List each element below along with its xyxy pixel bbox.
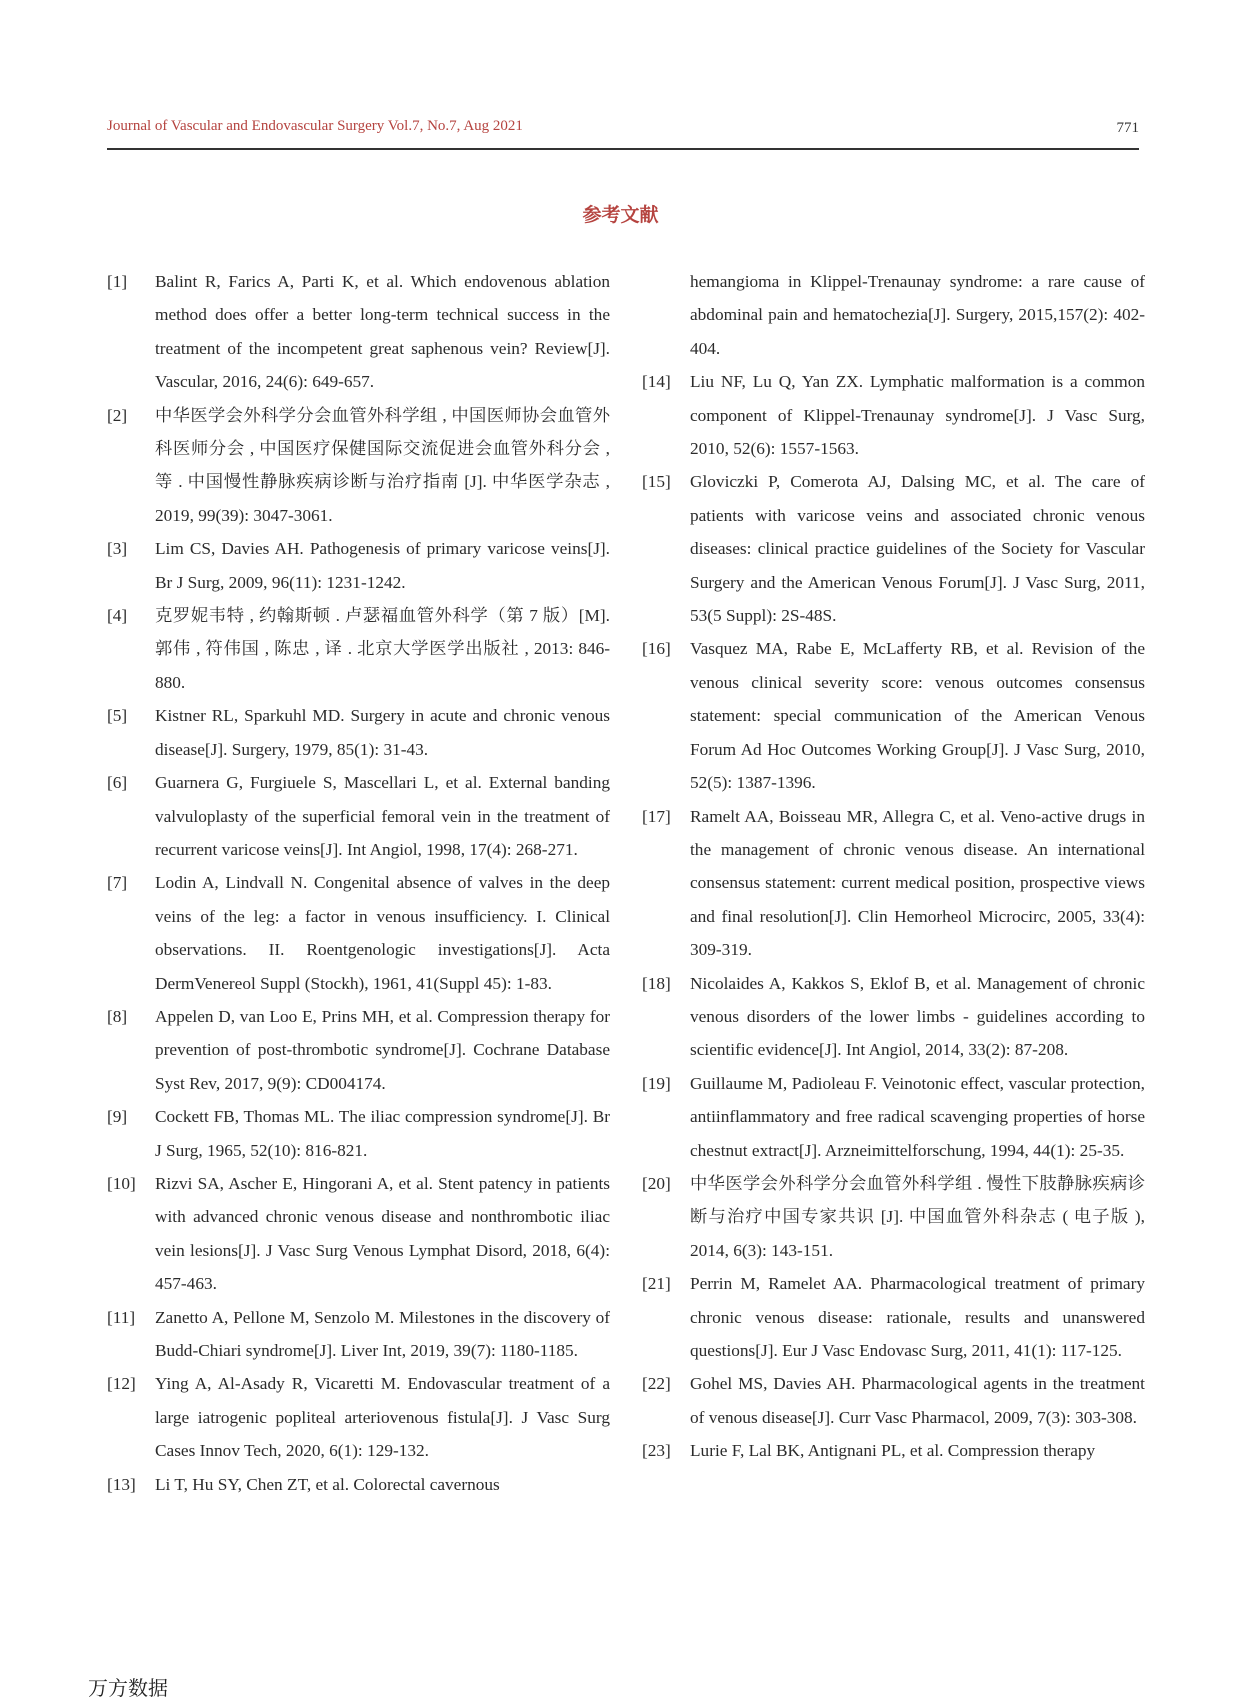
reference-number: [9]	[107, 1107, 128, 1127]
reference-item	[107, 265, 610, 399]
reference-item	[642, 1167, 1145, 1267]
reference-text: Gloviczki P, Comerota AJ, Dalsing MC, et al. The care of patients with varicose veins and associated chronic venous diseases: clinical practice guidelines of the Society for Vascular Surgery and the American Venous Forum[J]. J Vasc Surg, 2011, 53(5 Suppl): 2S-48S.	[690, 472, 1145, 626]
reference-item	[642, 1434, 1145, 1467]
reference-item	[107, 1167, 610, 1301]
reference-text: Guillaume M, Padioleau F. Veinotonic effect, vascular protection, antiinflammatory and free radical scavenging properties of horse chestnut extract[J]. Arzneimittelforschung, 1994, 44(1): 25-35.	[690, 1073, 1145, 1160]
reference-number: [1]	[107, 272, 128, 291]
reference-number: [15]	[642, 472, 671, 492]
reference-item	[642, 1367, 1145, 1434]
reference-text: 中华医学会外科学分会血管外科学组 . 慢性下肢静脉疾病诊断与治疗中国专家共识 [J]. 中国血管外科杂志 ( 电子版 ), 2014, 6(3): 143-151.	[690, 1173, 1145, 1260]
reference-item	[642, 1067, 1145, 1167]
reference-number: [14]	[642, 372, 671, 392]
reference-text: Liu NF, Lu Q, Yan ZX. Lymphatic malformation is a common component of Klippel-Trenaunay syndrome[J]. J Vasc Surg, 2010, 52(6): 1557-1563.	[690, 372, 1145, 459]
reference-text: Kistner RL, Sparkuhl MD. Surgery in acute and chronic venous disease[J]. Surgery, 1979, 85(1): 31-43.	[155, 706, 610, 759]
reference-number: [10]	[107, 1173, 136, 1193]
reference-item	[107, 599, 610, 699]
reference-item	[642, 465, 1145, 632]
reference-number: [21]	[642, 1274, 671, 1294]
reference-item	[107, 1000, 610, 1100]
reference-number: [2]	[107, 405, 128, 425]
reference-item	[107, 866, 610, 1000]
reference-item	[107, 532, 610, 599]
reference-text: Gohel MS, Davies AH. Pharmacological agents in the treatment of venous disease[J]. Curr Vasc Pharmacol, 2009, 7(3): 303-308.	[690, 1374, 1145, 1427]
reference-text: 克罗妮韦特 , 约翰斯顿 . 卢瑟福血管外科学（第 7 版）[M]. 郭伟 , 符伟国 , 陈忠 , 译 . 北京大学医学出版社 , 2013: 846-880.	[155, 606, 610, 692]
reference-number: [11]	[107, 1307, 136, 1327]
section-title: 参考文献	[582, 204, 659, 226]
reference-number: [4]	[107, 606, 128, 626]
reference-text: Nicolaides A, Kakkos S, Eklof B, et al. Management of chronic venous disorders of the lower limbs - guidelines according to scientific evidence[J]. Int Angiol, 2014, 33(2): 87-208.	[690, 973, 1145, 1060]
reference-number: [7]	[107, 873, 128, 893]
reference-number: [8]	[107, 1006, 128, 1026]
reference-item	[107, 1301, 610, 1368]
reference-number: [20]	[642, 1173, 671, 1193]
reference-number: [22]	[642, 1374, 671, 1394]
header-rule	[107, 148, 1139, 150]
reference-item	[107, 1367, 610, 1467]
reference-number: [3]	[107, 539, 128, 559]
reference-number: [23]	[642, 1441, 671, 1461]
reference-continuation	[642, 265, 1145, 365]
reference-text: Ying A, Al-Asady R, Vicaretti M. Endovascular treatment of a large iatrogenic popliteal arteriovenous fistula[J]. J Vasc Surg Cases Innov Tech, 2020, 6(1): 129-132.	[155, 1374, 610, 1461]
reference-item	[642, 800, 1145, 967]
reference-item	[107, 399, 610, 533]
reference-text: Cockett FB, Thomas ML. The iliac compression syndrome[J]. Br J Surg, 1965, 52(10): 816-821.	[155, 1107, 610, 1160]
reference-item	[642, 632, 1145, 799]
reference-number: [17]	[642, 806, 671, 826]
reference-text: Zanetto A, Pellone M, Senzolo M. Milestones in the discovery of Budd-Chiari syndrome[J]. Liver Int, 2019, 39(7): 1180-1185.	[155, 1307, 610, 1360]
reference-item	[107, 1100, 610, 1167]
reference-text: Ramelt AA, Boisseau MR, Allegra C, et al. Veno-active drugs in the management of chronic venous disease. An international consensus statement: current medical position, prospective views and final resolution[J]. Clin Hemorheol Microcirc, 2005, 33(4): 309-319.	[690, 806, 1145, 960]
reference-item	[107, 766, 610, 866]
journal-title: Journal of Vascular and Endovascular Surgery Vol.7, No.7, Aug 2021	[107, 118, 523, 134]
reference-number: [16]	[642, 639, 671, 659]
reference-text: Guarnera G, Furgiuele S, Mascellari L, et al. External banding valvuloplasty of the superficial femoral vein in the treatment of recurrent varicose veins[J]. Int Angiol, 1998, 17(4): 268-271.	[155, 773, 610, 859]
reference-number: [6]	[107, 773, 128, 793]
reference-text: Li T, Hu SY, Chen ZT, et al. Colorectal cavernous	[155, 1474, 500, 1494]
references-right-column	[642, 265, 1145, 1468]
reference-text: Balint R, Farics A, Parti K, et al. Which endovenous ablation method does offer a better long-term technical success in the treatment of the incompetent great saphenous vein? Review[J]. Vascular, 2016, 24(6): 649-657.	[155, 272, 610, 392]
reference-item	[107, 1468, 610, 1501]
reference-item	[642, 967, 1145, 1067]
reference-text: 中华医学会外科学分会血管外科学组 , 中国医师协会血管外科医师分会 , 中国医疗保健国际交流促进会血管外科分会 , 等 . 中国慢性静脉疾病诊断与治疗指南 [J]. 中华医学杂志 , 2019, 99(39): 3047-3061.	[155, 405, 610, 525]
reference-text: Rizvi SA, Ascher E, Hingorani A, et al. Stent patency in patients with advanced chronic venous disease and nonthrombotic iliac vein lesions[J]. J Vasc Surg Venous Lymphat Disord, 2018, 6(4): 457-463.	[155, 1173, 610, 1294]
reference-text: hemangioma in Klippel-Trenaunay syndrome: a rare cause of abdominal pain and hematochezia[J]. Surgery, 2015,157(2): 402-404.	[690, 272, 1145, 358]
reference-number: [13]	[107, 1474, 136, 1494]
reference-item	[107, 699, 610, 766]
footer-watermark: 万方数据	[88, 1676, 168, 1700]
reference-text: Lodin A, Lindvall N. Congenital absence of valves in the deep veins of the leg: a factor in venous insufficiency. I. Clinical observations. II. Roentgenologic investigations[J]. Acta DermVenereol Suppl (Stockh), 1961, 41(Suppl 45): 1-83.	[155, 873, 610, 993]
reference-text: Perrin M, Ramelet AA. Pharmacological treatment of primary chronic venous disease: rationale, results and unanswered questions[J]. Eur J Vasc Endovasc Surg, 2011, 41(1): 117-125.	[690, 1274, 1145, 1360]
reference-text: Appelen D, van Loo E, Prins MH, et al. Compression therapy for prevention of post-thrombotic syndrome[J]. Cochrane Database Syst Rev, 2017, 9(9): CD004174.	[155, 1006, 610, 1093]
reference-number: [19]	[642, 1073, 671, 1093]
page-number: 771	[1116, 120, 1139, 136]
reference-text: Lurie F, Lal BK, Antignani PL, et al. Compression therapy	[690, 1441, 1096, 1461]
reference-number: [18]	[642, 973, 671, 993]
running-header	[107, 118, 1139, 148]
reference-text: Vasquez MA, Rabe E, McLafferty RB, et al. Revision of the venous clinical severity score: venous outcomes consensus statement: special communication of the American Venous Forum Ad Hoc Outcomes Working Group[J]. J Vasc Surg, 2010, 52(5): 1387-1396.	[690, 639, 1145, 793]
reference-number: [12]	[107, 1374, 136, 1394]
reference-text: Lim CS, Davies AH. Pathogenesis of primary varicose veins[J]. Br J Surg, 2009, 96(11): 1231-1242.	[155, 539, 610, 592]
reference-number: [5]	[107, 706, 128, 726]
references-left-column	[107, 265, 610, 1501]
reference-item	[642, 1267, 1145, 1367]
reference-item	[642, 365, 1145, 465]
